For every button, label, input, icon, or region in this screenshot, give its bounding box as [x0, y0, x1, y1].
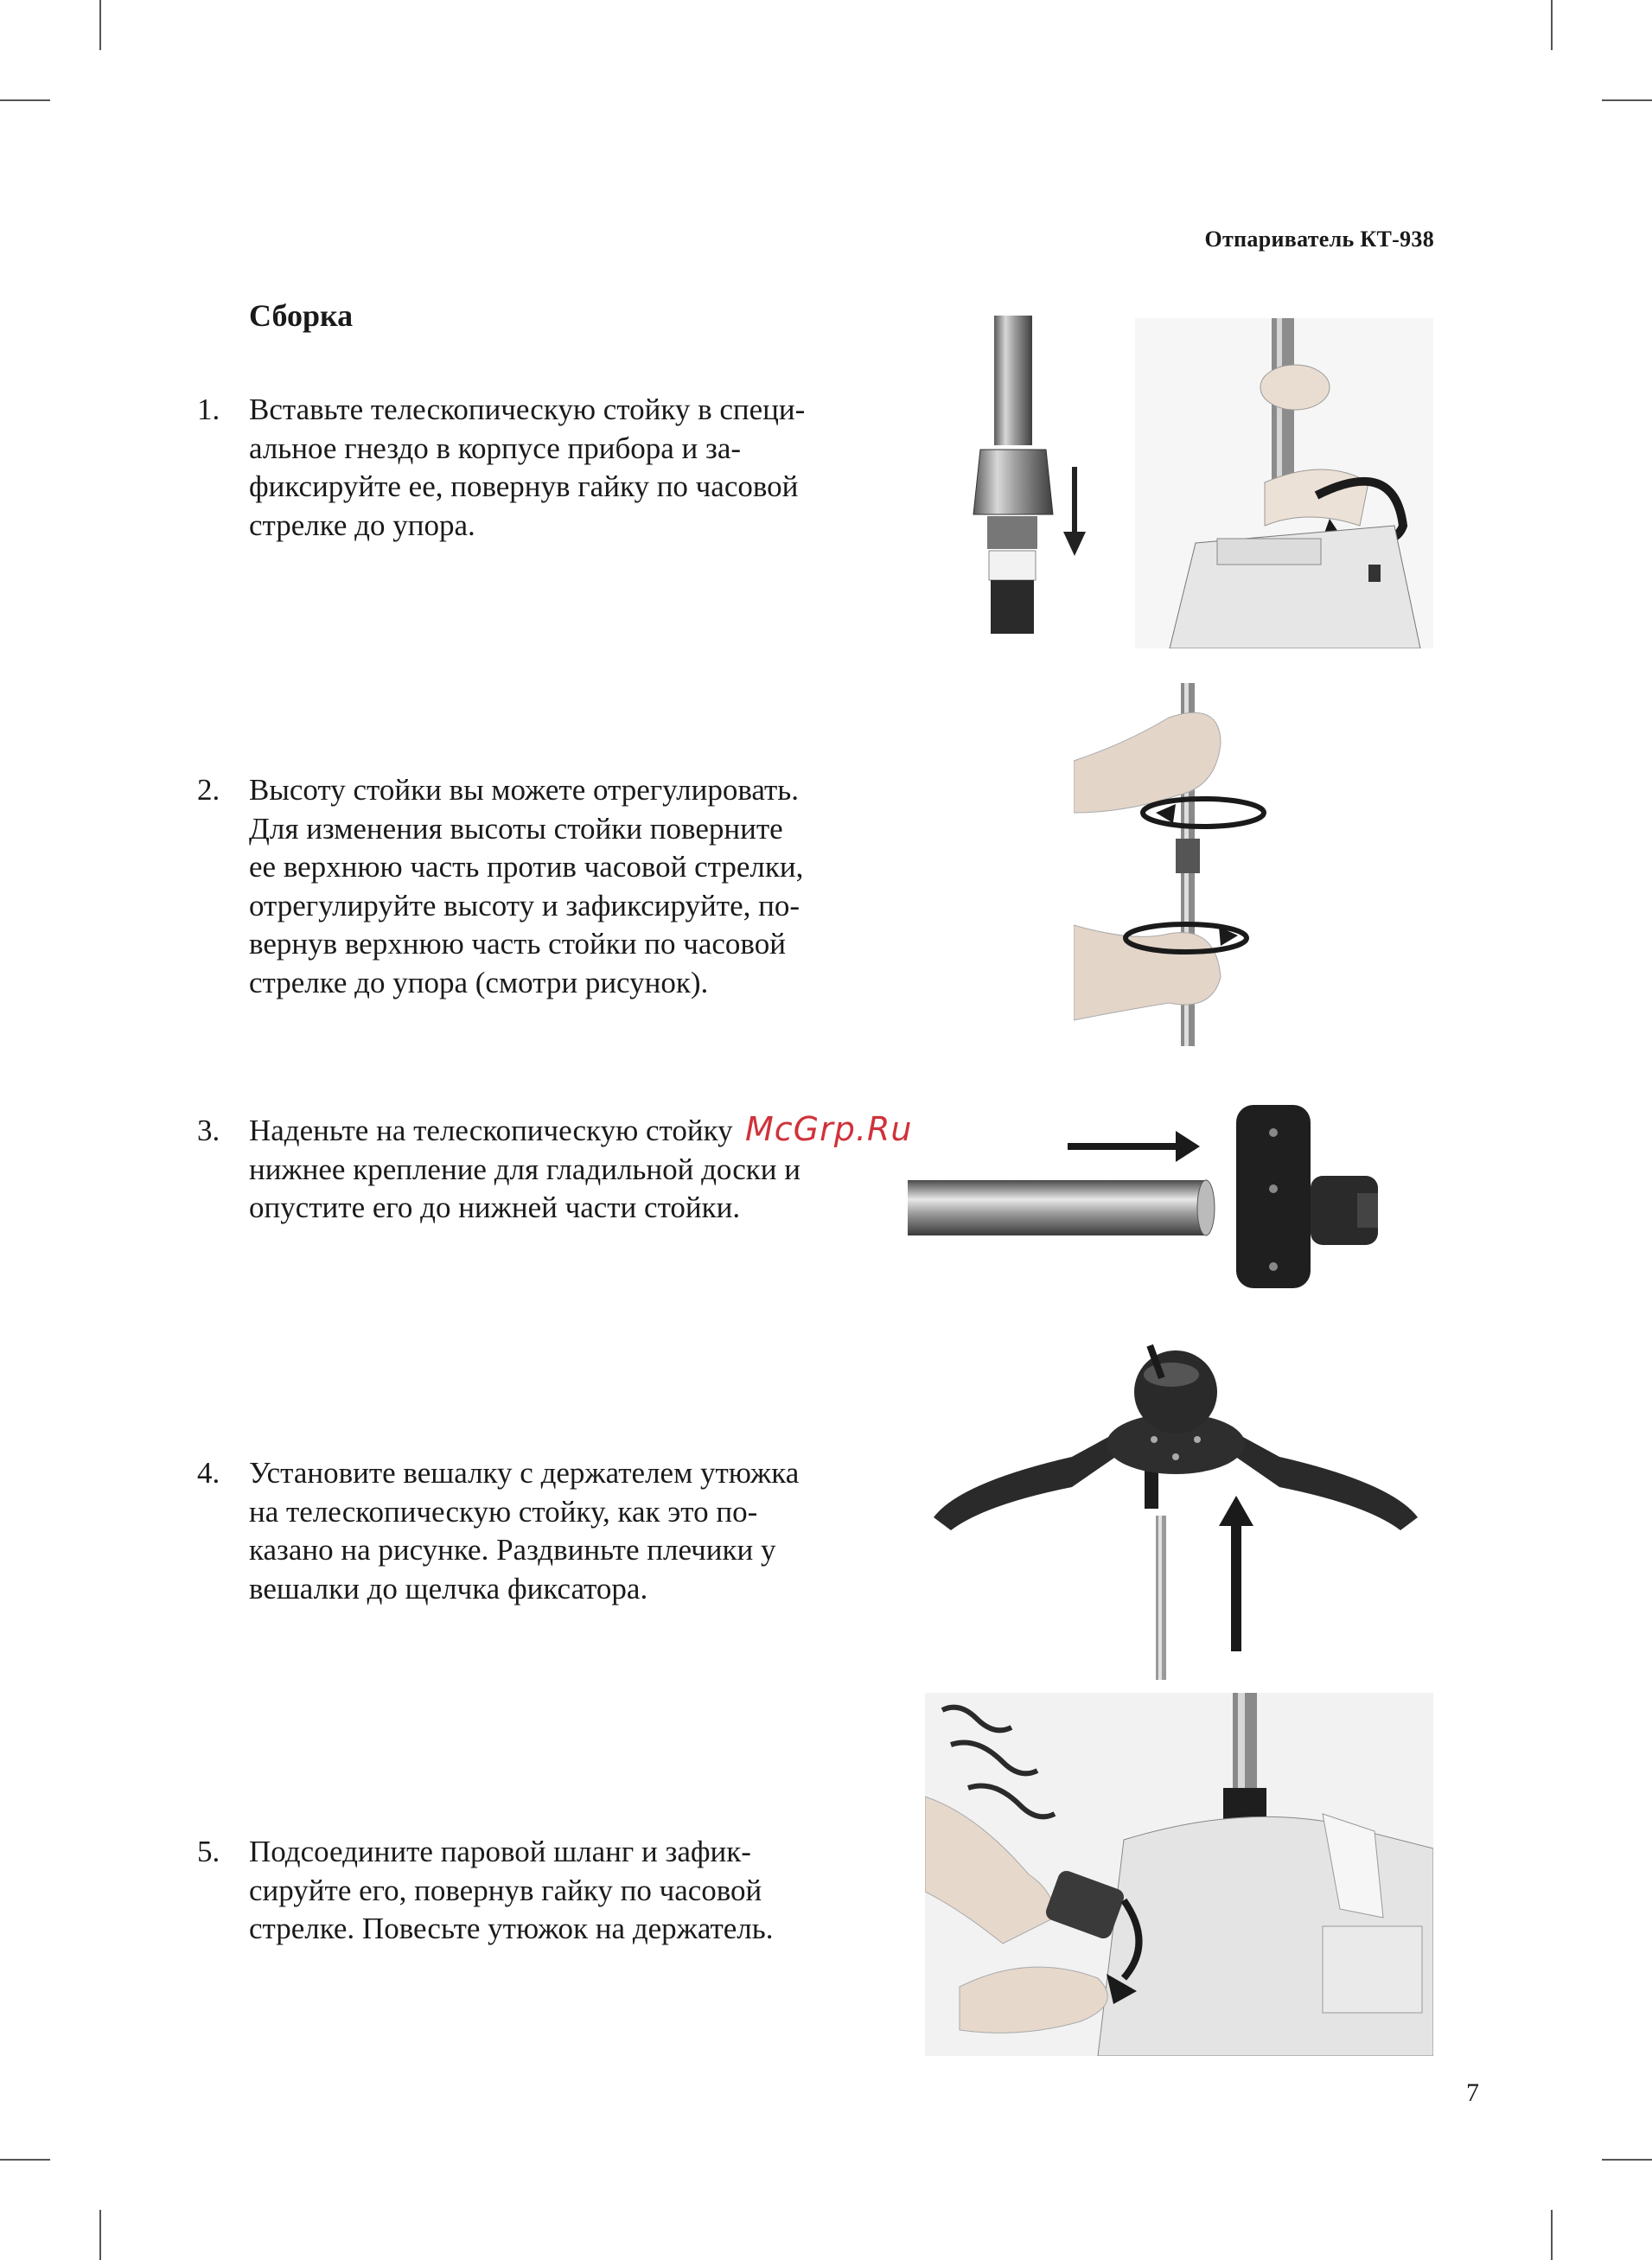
page-number: 7: [1466, 2078, 1479, 2107]
crop-mark: [1551, 2210, 1553, 2260]
step-number: 3.: [197, 1114, 220, 1147]
crop-mark: [0, 99, 50, 101]
step-number: 2.: [197, 773, 220, 807]
crop-mark: [99, 0, 101, 50]
running-header: Отпариватель КТ-938: [1204, 227, 1434, 252]
step-text: Наденьте на телескопическую стойку нижнее крепление для гладильной доски и опустите его до нижней части стойки.: [249, 1114, 801, 1224]
step-number: 1.: [197, 393, 220, 426]
step-text: Высоту стойки вы можете отрегулировать. Для изменения высоты стойки поверните ее верхнюю часть против часовой стрелки, отрегулируйте высоту и зафиксируйте, по- вернув верхнюю часть стойки по часовой стрелке до упора (смотри рисунок).: [249, 773, 804, 999]
step-text: Вставьте телескопическую стойку в специ- альное гнездо в корпусе прибора и за- фиксируйте ее, повернув гайку по часовой стрелке до упора.: [249, 393, 806, 542]
watermark: McGrp.Ru: [745, 1110, 913, 1148]
figure-pole-end: [960, 316, 1098, 644]
figure-hose-connect: [925, 1693, 1433, 2056]
step-text: Установите вешалку с держателем утюжка на телескопическую стойку, как это по- казано на рисунке. Раздвиньте плечики у вешалки до щелчка фиксатора.: [249, 1456, 800, 1606]
step-number: 5.: [197, 1835, 220, 1868]
crop-mark: [1551, 0, 1553, 50]
figure-pole-install: [1135, 318, 1433, 648]
figure-board-mount: [908, 1098, 1409, 1297]
crop-mark: [1602, 99, 1652, 101]
crop-mark: [0, 2159, 50, 2161]
step-number: 4.: [197, 1456, 220, 1490]
crop-mark: [1602, 2159, 1652, 2161]
figure-hanger: [925, 1327, 1426, 1682]
figure-height-adjust: [1074, 683, 1324, 1046]
section-title: Сборка: [249, 298, 354, 333]
crop-mark: [99, 2210, 101, 2260]
step-text: Подсоедините паровой шланг и зафик- сируйте его, повернув гайку по часовой стрелке. Повесьте утюжок на держатель.: [249, 1835, 774, 1945]
